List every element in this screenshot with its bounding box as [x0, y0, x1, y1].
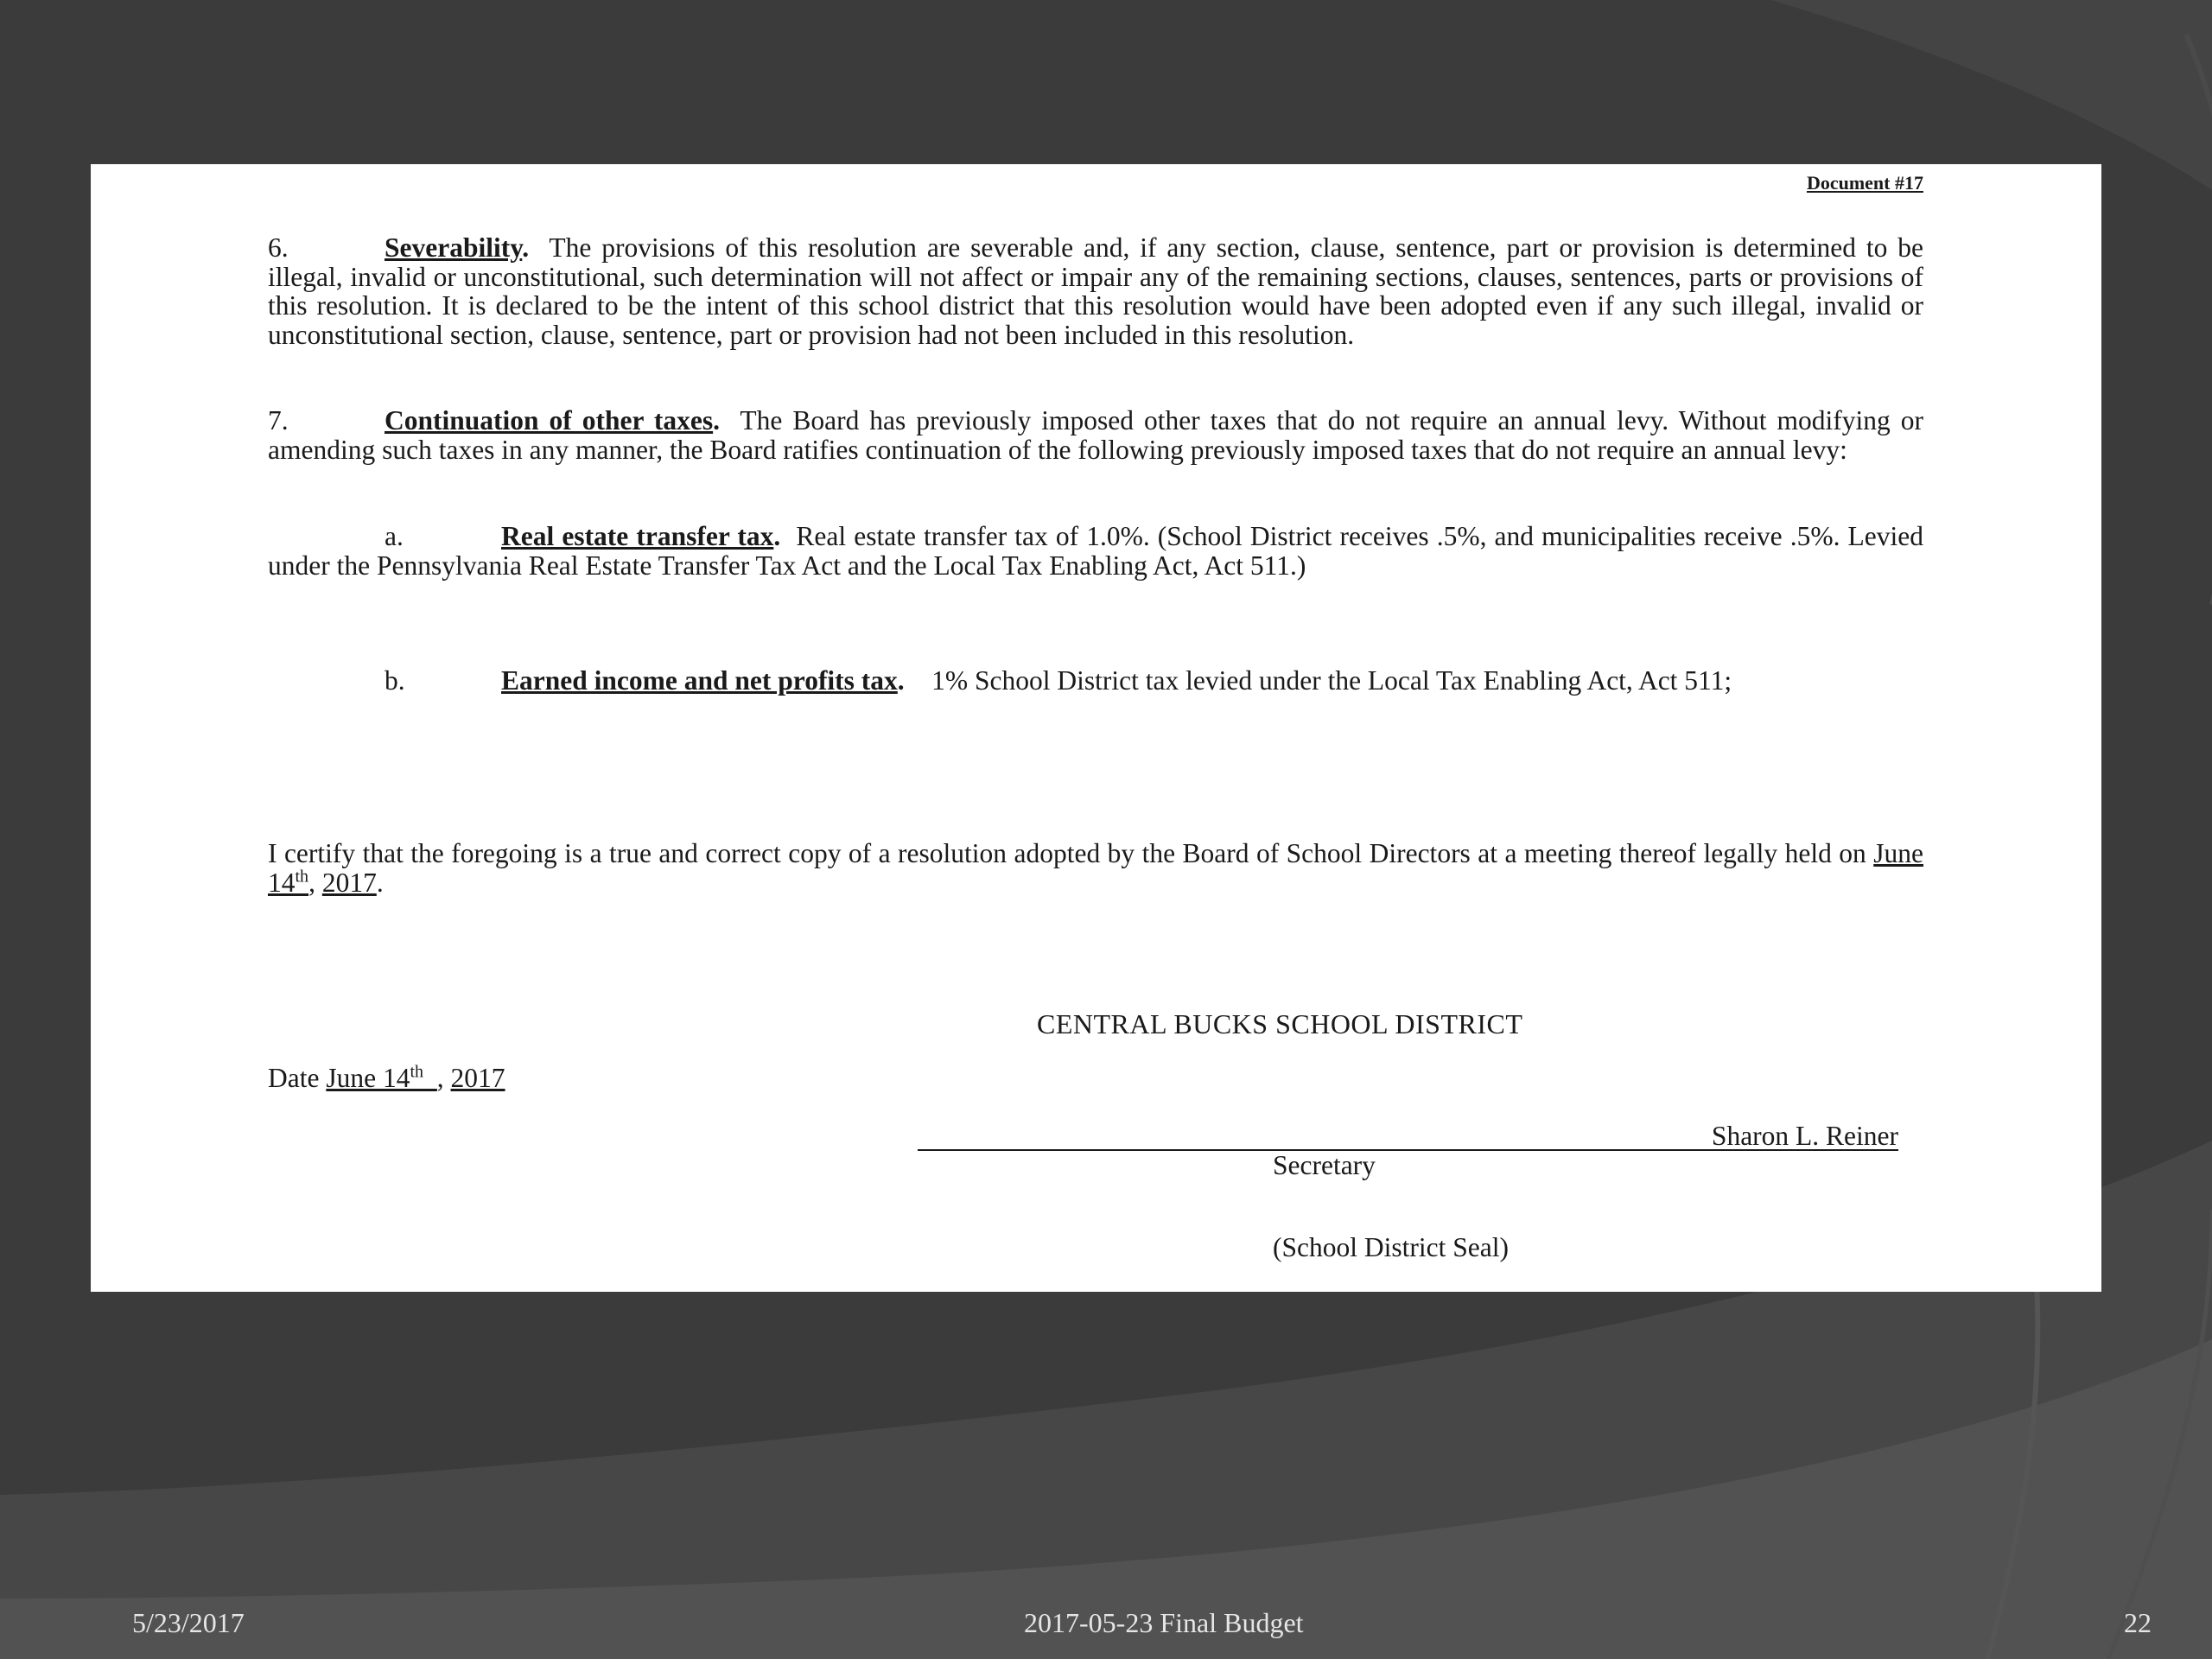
section-6-body: The provisions of this resolution are severable and, if any section, clause, sentence, part or provision is determined to be illegal, invalid or unconstitutional, such determination will not affect or impair any of the remaining sections, clauses, sentences, parts or provisions of this resolution. It is declared to be the intent of this school district that this resolution would have been adopted even if any such illegal, invalid or unconstitutional section, clause, sentence, part or provision had not been included in this resolution. [268, 232, 1923, 350]
date-label: Date [268, 1063, 320, 1093]
district-name: CENTRAL BUCKS SCHOOL DISTRICT [1037, 1008, 1523, 1039]
school-district-seal: (School District Seal) [1273, 1232, 1509, 1262]
document-number: Document #17 [1806, 172, 1923, 194]
subsection-b-paragraph: b. Earned income and net profits tax. 1% School District tax levied under the Local Tax Enabling Act, Act 511; [385, 665, 1732, 696]
subsection-b-body: 1% School District tax levied under the Local Tax Enabling Act, Act 511; [931, 665, 1732, 696]
signing-year: 2017 [450, 1063, 505, 1093]
section-7-body: The Board has previously imposed other taxes that do not require an annual levy. Without modifying or amending such taxes in any manner, the Board ratifies continuation of the following previously imposed taxes that do not require an annual levy: [268, 405, 1923, 465]
section-6-number: 6. [268, 232, 289, 263]
certification-text: I certify that the foregoing is a true and correct copy of a resolution adopted by the Board of School Directors at a meeting thereof legally held on [268, 838, 1866, 868]
footer-date: 5/23/2017 [132, 1607, 245, 1638]
footer-title: 2017-05-23 Final Budget [1024, 1607, 1304, 1638]
subsection-a-letter: a. [385, 521, 404, 551]
section-7-number: 7. [268, 405, 289, 435]
subsection-a-paragraph: a. Real estate transfer tax. Real estate transfer tax of 1.0%. (School District receives .5%, and municipalities receive .5%. Levied under the Pennsylvania Real Estate Transfer Tax Act and the Local Tax Enabling Act, Act 511.) [268, 521, 1923, 581]
subsection-a-body: Real estate transfer tax of 1.0%. (School District receives .5%, and municipalities receive .5%. Levied under the Pennsylvania Real Estate Transfer Tax Act and the Local Tax Enabling Act, Act 511.) [268, 521, 1923, 581]
section-6-paragraph: 6. Severability. The provisions of this resolution are severable and, if any section, clause, sentence, part or provision is determined to be illegal, invalid or unconstitutional, such determination will not affect or impair any of the remaining sections, clauses, sentences, parts or provisions of this resolution. It is declared to be the intent of this school district that this resolution would have been adopted even if any such illegal, invalid or unconstitutional section, clause, sentence, part or provision had not been included in this resolution. [268, 232, 1923, 350]
section-6-heading: Severability [385, 232, 523, 263]
subsection-b-heading: Earned income and net profits tax [501, 665, 898, 696]
document-page [91, 164, 2101, 1292]
certification-paragraph: I certify that the foregoing is a true and correct copy of a resolution adopted by the Board of School Directors at a meeting thereof legally held on June 14th, 2017. [268, 838, 1923, 898]
certification-year: 2017 [321, 867, 377, 898]
signer-name: Sharon L. Reiner [1711, 1121, 1898, 1151]
slide-number: 22 [2124, 1607, 2152, 1638]
certification-date: June 14th [268, 838, 1923, 898]
signer-title: Secretary [1273, 1150, 1376, 1180]
subsection-a-heading: Real estate transfer tax [501, 521, 774, 551]
section-7-paragraph: 7. Continuation of other taxes. The Board has previously imposed other taxes that do not require an annual levy. Without modifying or amending such taxes in any manner, the Board ratifies continuation of the following previously imposed taxes that do not require an annual levy: [268, 405, 1923, 465]
date-line: Date June 14th_, 2017 [268, 1062, 505, 1093]
signing-date: June 14th_ [326, 1062, 437, 1093]
subsection-b-letter: b. [385, 665, 405, 696]
signature-line [918, 1149, 1898, 1151]
section-7-heading: Continuation of other taxes [385, 405, 714, 435]
